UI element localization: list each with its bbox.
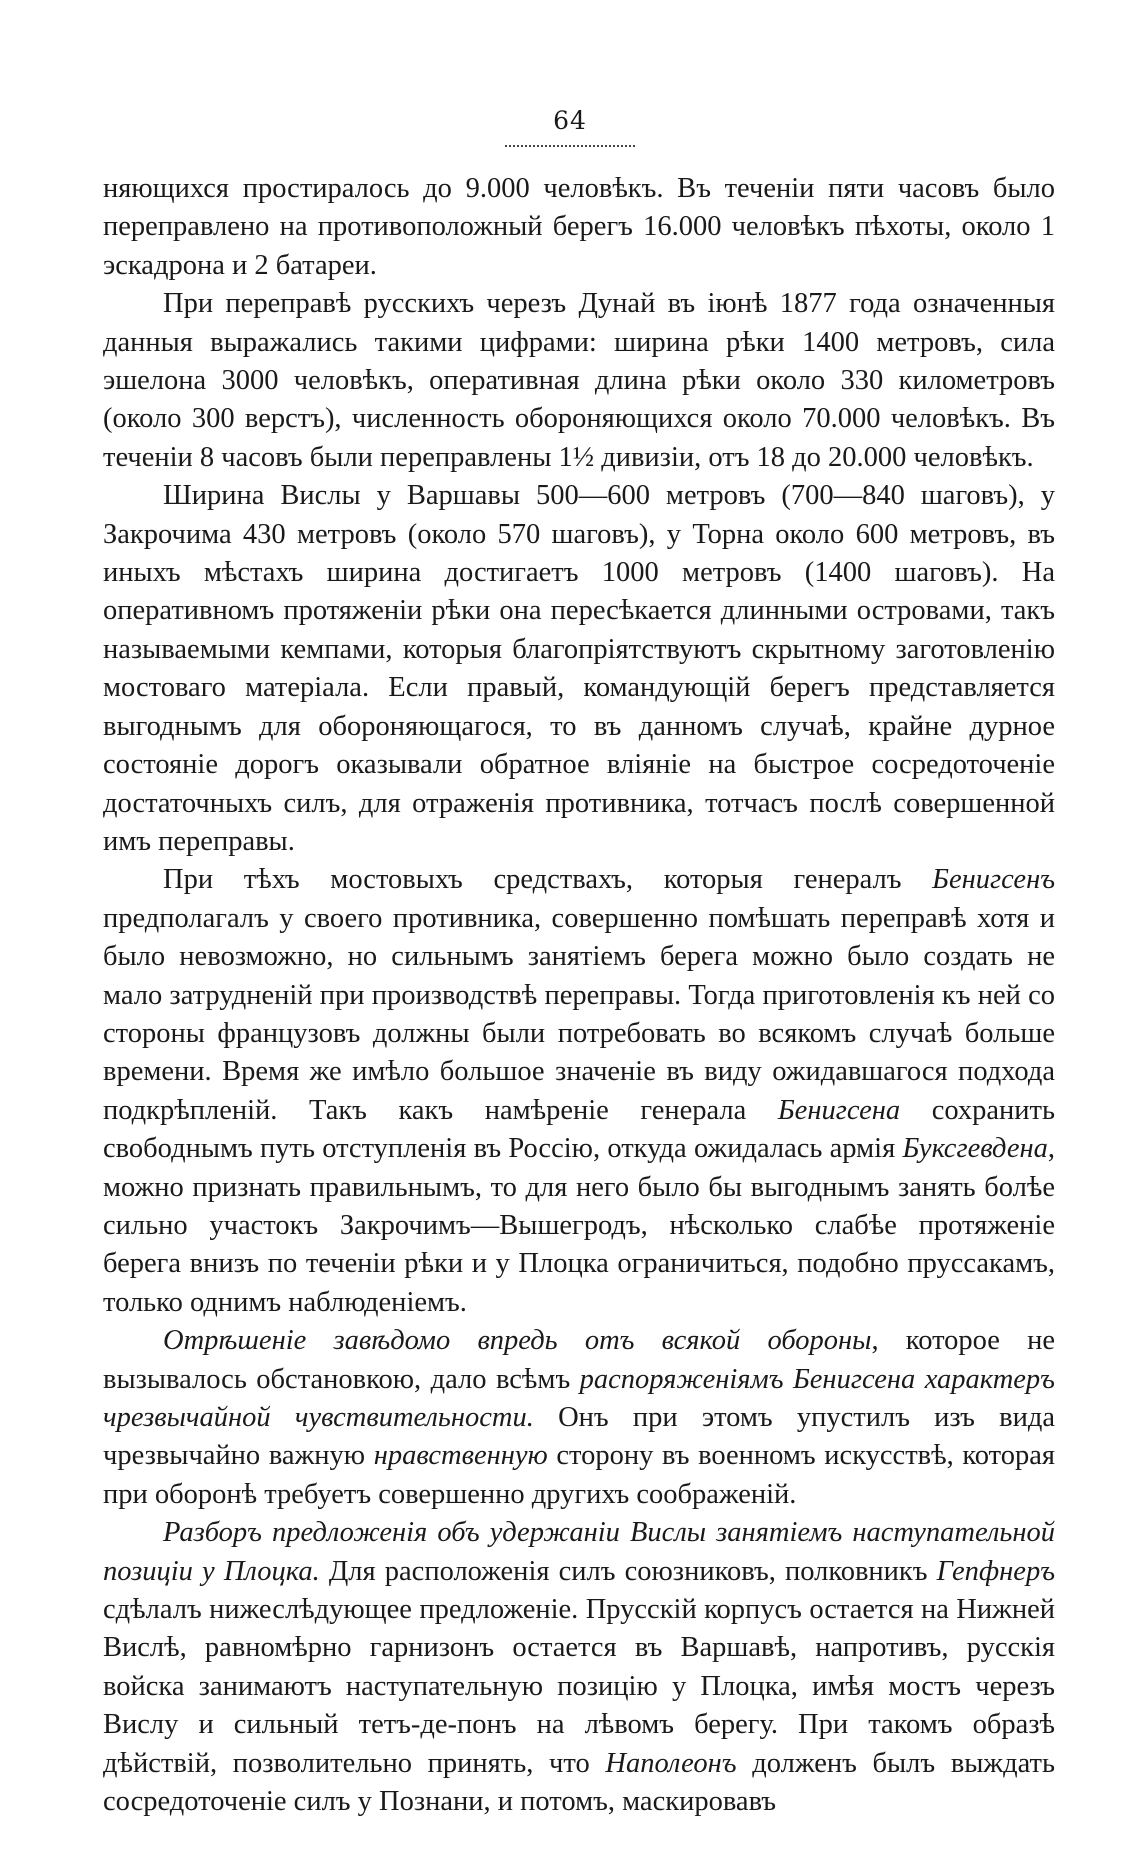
body-text: сдѣлалъ нижеслѣдующее предложеніе. Прусскій корпусъ остается на Нижней Вислѣ, равномѣрно гарнизонъ остается въ Варшавѣ, напротивъ, русскія войска занимаютъ наступательную позицію у Плоцка, имѣя мостъ черезъ Вислу и сильный тетъ-де-понъ на лѣвомъ берегу. При такомъ образѣ дѣйствій, позволительно принять, что — [103, 1594, 1055, 1779]
emphasis-text: Гепфнеръ — [936, 1555, 1055, 1587]
paragraph-p6 — [103, 1514, 1055, 1821]
paragraph-p2 — [103, 285, 1055, 477]
body-text: Ширина Вислы у Варшавы 500—600 метровъ (700—840 шаговъ), у Закрочима 430 метровъ (около 570 шаговъ), у Торна около 600 метровъ, въ иныхъ мѣстахъ ширина достигаетъ 1000 метровъ (1400 шаговъ). На оперативномъ протяженіи рѣки она пересѣкается длинными островами, такъ называемыми кемпами, которыя благопріятствуютъ скрытному заготовленію мостоваго матеріала. Если правый, командующій берегъ представляется выгоднымъ для обороняющагося, то въ данномъ случаѣ, крайне дурное состояніе дорогъ оказывали обратное вліяніе на быстрое сосредоточеніе достаточныхъ силъ, для отраженія противника, тотчасъ послѣ совершенной имъ переправы. — [103, 480, 1055, 857]
body-text: долженъ былъ выждать сосредоточеніе силъ у Познани, и потомъ, маскировавъ — [103, 1747, 1055, 1818]
header-ornament — [505, 139, 635, 147]
paragraph-p4 — [103, 861, 1055, 1322]
emphasis-text: Наполеонъ — [605, 1747, 737, 1779]
emphasis-text: Бенигсена — [777, 1094, 901, 1126]
body-text: , которое не вызывалось обстановкою, дало всѣмъ — [103, 1325, 1055, 1395]
emphasis-text: распоряженіямъ Бенигсена характеръ чрезвычайной чувствительности. — [103, 1363, 1055, 1433]
body-text: сторону въ военномъ искусствѣ, которая при оборонѣ требуетъ совершенно другихъ соображеній. — [103, 1440, 1055, 1510]
paragraph-p5 — [103, 1322, 1055, 1514]
body-text: При переправѣ русскихъ черезъ Дунай въ іюнѣ 1877 года означенныя данныя выражались такими цифрами: ширина рѣки 1400 метровъ, сила эшелона 3000 человѣкъ, оперативная длина рѣки около 330 километровъ (около 300 верстъ), численность обороняющихся около 70.000 человѣкъ. Въ теченіи 8 часовъ были переправлены 1½ дивизіи, отъ 18 до 20.000 человѣкъ. — [103, 288, 1055, 473]
emphasis-text: Бенигсенъ — [932, 864, 1055, 896]
emphasis-text: Разборъ предложенія объ удержаніи Вислы занятіемъ наступательной позиціи у Плоцка. — [103, 1517, 1055, 1587]
emphasis-text: Буксгевдена — [902, 1133, 1048, 1165]
emphasis-text: нравственную — [373, 1440, 548, 1472]
body-text: Онъ при этомъ упустилъ изъ вида чрезвычайно важную — [103, 1402, 1055, 1472]
paragraph-p1 — [103, 170, 1055, 285]
body-text: , можно признать правильнымъ, то для него было бы выгоднымъ занять болѣе сильно участокъ Закрочимъ—Вышегродъ, нѣсколько слабѣе протяженіе берега внизъ по теченіи рѣки и у Плоцка ограничиться, подобно пруссакамъ, только однимъ наблюденіемъ. — [103, 1133, 1055, 1318]
body-text: няющихся простиралось до 9.000 человѣкъ. Въ теченіи пяти часовъ было переправлено на противоположный берегъ 16.000 человѣкъ пѣхоты, около 1 эскадрона и 2 батареи. — [103, 173, 1055, 281]
body-text: предполагалъ у своего противника, совершенно помѣшать переправѣ хотя и было невозможно, но сильнымъ занятіемъ берега можно было создать не мало затрудненій при производствѣ переправы. Тогда приготовленія къ ней со стороны французовъ должны были потребовать во всякомъ случаѣ больше времени. Время же имѣло большое значеніе въ виду ожидавшагося подхода подкрѣпленій. Такъ какъ намѣреніе генерала — [103, 902, 1055, 1126]
text-body — [103, 170, 1055, 1821]
emphasis-text: Отрѣшеніе завѣдомо впредь отъ всякой обороны — [163, 1325, 872, 1357]
body-text: Для расположенія силъ союзниковъ, полковникъ — [319, 1555, 937, 1587]
body-text: сохранить свободнымъ путь отступленія въ Россію, откуда ожидалась армія — [103, 1094, 1056, 1165]
paragraph-p3 — [103, 477, 1055, 861]
page-header — [0, 106, 1140, 147]
body-text: При тѣхъ мостовыхъ средствахъ, которыя генералъ — [163, 864, 933, 896]
page-number: 64 — [553, 106, 587, 135]
